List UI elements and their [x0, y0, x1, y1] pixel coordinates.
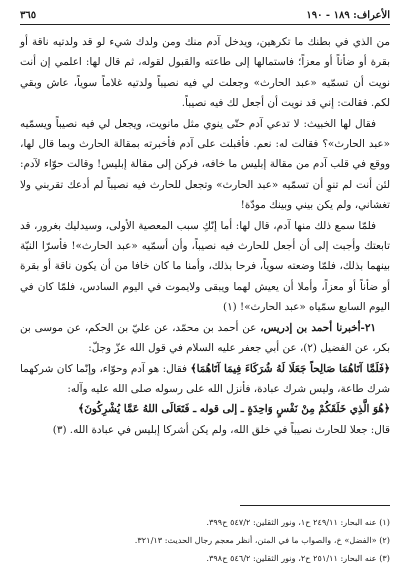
quran-verse: ﴿فَلَمَّا آتَاهُمَا صَالِحاً جَعَلَا لَهُ شُرَكَاءَ فِيمَا آتَاهُمَا﴾ — [190, 362, 390, 375]
running-header — [20, 10, 390, 25]
paragraph: فلمّا سمع ذلك منها آدم، قال لها: أما إنّكِ سبب المعصية الأولى، وسيدليك بغرور، قد تابعتك وأجبت إلى أن أجعل للحارث فيه نصيباً، وأن أسمّيه «عبد الحارث»! فأسرّا النيّة بينهما بذلك، فلمّا وضعته سوياً، فرحا بذلك، وأمنا ما كان خافا من أن يكون ناقة أو بقرة أو ضأناً أو معزاً، وأملا أن يعيش لهما ويبقى ولايموت في اليوم السادس، فلمّا كان في اليوم السابع سمّياه «عبد الحارث»! (١) — [20, 219, 390, 314]
hadith-number: ٢١- — [360, 321, 376, 334]
footnote: (١) عنه البحار: ٢٤٩/١١ ح١، ونور الثقلين: ٥٤٧/٢ ح٣٩٩. — [206, 517, 390, 527]
footnote: (٣) عنه البحار: ٢٥١/١١ ح٢، ونور الثقلين: ٥٤٦/٢ ح٣٩٨. — [206, 553, 390, 563]
paragraph: من الذي في بطنك ما تكرهين، ويدخل آدم منك ومن ولدك شيء لو قد ولدتيه ناقة أو بقرة أو ضأناً أو معزاً؛ فاستمالها إلى طاعته والقبول لقوله، ثم قال لها: اعلمي إن أنت نويت أن تسمّيه «عبد الحارث» وجعلت لي فيه نصيباً ولدتيه غلاماً سوياً، عاش وبقي لكم. فقالت: إني قد نويت أن أجعل لك فيه نصيباً. — [20, 36, 390, 110]
footnote-divider — [240, 505, 390, 506]
footnotes — [20, 513, 390, 567]
paragraph: قال: جعلا للحارث نصيباً في خلق الله، ولم يكن أشركا إبليس في عبادة الله. (٣) — [52, 423, 390, 436]
footnote: (٢) «الفضل» خ، والصواب ما في المتن، أنظر معجم رجال الحديث: ٣٢١/١٣. — [134, 535, 390, 545]
hadith-paragraph — [20, 318, 390, 359]
quran-verse — [20, 399, 390, 419]
verse-paragraph — [20, 359, 390, 400]
isnad-lead: أخبرنا أحمد بن إدريس، — [260, 321, 361, 334]
main-text — [20, 32, 390, 440]
page-number: ٣٦٥ — [20, 10, 37, 21]
paragraph: فقال لها الخبيث: لا تدعي آدم حتّى ينوي مثل مانويت، ويجعل لي فيه نصيباً ويسمّيه «عبد الحارث»؟ فقالت له: نعم. فأقبلت على آدم فأخبرته بمقالة الحارث وبما قال لها، ووقع في قلب آدم من مقالة إبليس ما خافه، فركن إلى مقالة إبليس! وقالت حوّاء لآدم: لئن أنت لم تنوِ أن تسمّيه «عبد الحارث» وتجعل للحارث فيه نصيباً لم أدعك تقربني ولا تغشاني، ولم يكن بيني وبينك مودّة! — [20, 117, 390, 212]
isnad-chain: عن أحمد بن محمّد، عن عليّ بن الحكم، عن موسى بن بكر، عن الفضيل (٢)، عن أبي جعفر عليه السلام في قول الله عزّ وجلّ: — [20, 321, 390, 355]
quran-verse-text: ﴿هُوَ الَّذِي خَلَقَكُمْ مِنْ نَفْسٍ وَاحِدَةٍ ـ إلى قوله ـ فَتَعَالَى اللهُ عَمَّا يُشْرِكُونَ﴾ — [78, 403, 390, 416]
section-title: الأعراف: ١٨٩ - ١٩٠ — [306, 10, 390, 21]
commentary: فقال: هو آدم وحوّاء، وإنّما كان شركهما شرك طاعة، وليس شرك عبادة، فأنزل الله على رسوله صلى الله عليه وآله: — [20, 362, 390, 395]
